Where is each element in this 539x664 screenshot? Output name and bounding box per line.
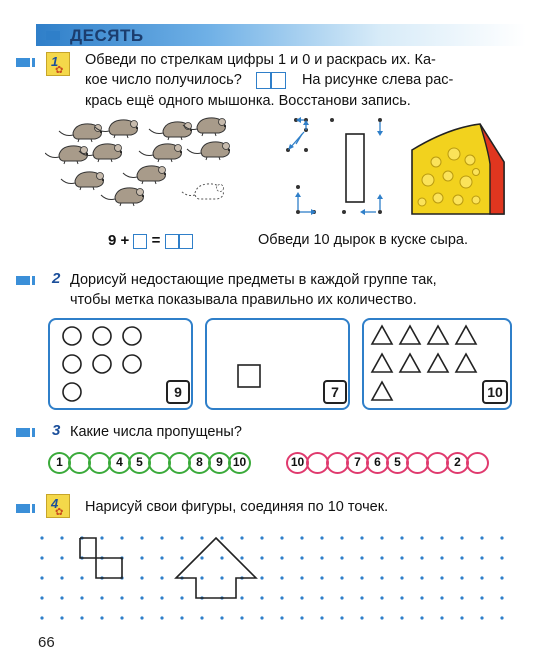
task3-bullet xyxy=(16,428,30,437)
sample-figure-arrow-shape xyxy=(176,538,256,598)
circles-group xyxy=(60,324,160,406)
grid-dot[interactable] xyxy=(420,556,423,559)
grid-dot[interactable] xyxy=(500,536,503,539)
grid-dot[interactable] xyxy=(40,596,43,599)
task1-bullet xyxy=(16,58,30,67)
grid-dot[interactable] xyxy=(80,576,83,579)
answer-box-2[interactable] xyxy=(271,72,286,89)
chain-ring: 5 xyxy=(128,452,151,474)
task1-number: 1 xyxy=(51,54,59,69)
grid-dot[interactable] xyxy=(500,576,503,579)
task1-line-2-text: кое число получилось? xyxy=(85,72,242,88)
grid-dot[interactable] xyxy=(460,576,463,579)
count-tag-squares: 7 xyxy=(323,380,347,404)
task1-line-2 xyxy=(85,70,453,91)
grid-dot[interactable] xyxy=(240,616,243,619)
grid-dot[interactable] xyxy=(480,596,483,599)
chain-ring: 8 xyxy=(188,452,211,474)
chain-ring-empty[interactable] xyxy=(466,452,489,474)
grid-dot[interactable] xyxy=(220,556,223,559)
grid-dot[interactable] xyxy=(240,596,243,599)
grid-dot[interactable] xyxy=(40,556,43,559)
circle-shape xyxy=(63,383,81,401)
grid-dot[interactable] xyxy=(260,576,263,579)
grid-dot[interactable] xyxy=(320,616,323,619)
grid-dot[interactable] xyxy=(260,596,263,599)
mice-illustration xyxy=(45,115,260,215)
grid-dot[interactable] xyxy=(260,556,263,559)
triangle-shape xyxy=(456,354,476,372)
triangle-shape xyxy=(372,326,392,344)
grid-dot[interactable] xyxy=(200,616,203,619)
grid-dot[interactable] xyxy=(340,556,343,559)
mouse-icon xyxy=(139,144,182,162)
grid-dot[interactable] xyxy=(140,536,143,539)
grid-dot[interactable] xyxy=(240,556,243,559)
circle-shape xyxy=(93,355,111,373)
task1-line-2b-text: На рисунке слева рас- xyxy=(301,72,454,88)
grid-dot[interactable] xyxy=(60,616,63,619)
grid-dot[interactable] xyxy=(220,616,223,619)
triangle-shape xyxy=(428,326,448,344)
grid-dot[interactable] xyxy=(480,576,483,579)
circle-shape xyxy=(93,327,111,345)
grid-dot[interactable] xyxy=(100,596,103,599)
grid-dot[interactable] xyxy=(360,616,363,619)
grid-dot[interactable] xyxy=(260,536,263,539)
triangle-shape xyxy=(428,354,448,372)
grid-dot[interactable] xyxy=(400,536,403,539)
mouse-icon xyxy=(149,122,192,140)
grid-dot[interactable] xyxy=(360,596,363,599)
chain-ring: 7 xyxy=(346,452,369,474)
grid-dot[interactable] xyxy=(180,616,183,619)
task2-line-1: Дорисуй недостающие предметы в каждой группе так, xyxy=(70,272,437,288)
task2-number: 2 xyxy=(52,270,61,287)
grid-dot[interactable] xyxy=(160,556,163,559)
equation-equals: = xyxy=(151,232,161,249)
sample-figure-t-shape xyxy=(80,538,122,578)
mouse-icon xyxy=(101,188,144,206)
grid-dot[interactable] xyxy=(60,576,63,579)
grid-dot[interactable] xyxy=(60,556,63,559)
grid-dot[interactable] xyxy=(100,536,103,539)
grid-dot[interactable] xyxy=(180,596,183,599)
grid-dot[interactable] xyxy=(380,536,383,539)
equation-box-1[interactable] xyxy=(133,234,147,249)
group-card-circles xyxy=(48,318,193,410)
page-title: ДЕСЯТЬ xyxy=(70,26,144,45)
grid-dot[interactable] xyxy=(140,556,143,559)
grid-dot[interactable] xyxy=(160,536,163,539)
grid-dot[interactable] xyxy=(280,596,283,599)
butterfly-icon: ✿ xyxy=(55,507,64,518)
red-number-chain xyxy=(286,452,486,474)
count-tag-circles: 9 xyxy=(166,380,190,404)
grid-dot[interactable] xyxy=(480,556,483,559)
grid-dot[interactable] xyxy=(320,556,323,559)
mouse-outline-icon xyxy=(181,184,224,199)
grid-dot[interactable] xyxy=(300,576,303,579)
grid-dot[interactable] xyxy=(480,536,483,539)
grid-dot[interactable] xyxy=(280,616,283,619)
chain-ring: 4 xyxy=(108,452,131,474)
grid-dot[interactable] xyxy=(400,596,403,599)
butterfly-icon: ✿ xyxy=(55,65,64,76)
grid-dot[interactable] xyxy=(180,536,183,539)
chain-ring: 10 xyxy=(286,452,309,474)
grid-dot[interactable] xyxy=(300,596,303,599)
page-number: 66 xyxy=(38,634,55,651)
grid-dot[interactable] xyxy=(320,576,323,579)
group-card-squares xyxy=(205,318,350,410)
grid-dot[interactable] xyxy=(140,596,143,599)
dot-grid[interactable] xyxy=(40,528,520,622)
answer-box-1[interactable] xyxy=(256,72,271,89)
grid-dot[interactable] xyxy=(440,596,443,599)
grid-dot[interactable] xyxy=(240,536,243,539)
grid-dot[interactable] xyxy=(160,576,163,579)
grid-dot[interactable] xyxy=(400,556,403,559)
grid-dot[interactable] xyxy=(200,536,203,539)
task1-line-3: крась ещё одного мышонка. Восстанови запись. xyxy=(85,93,411,109)
grid-dot[interactable] xyxy=(420,536,423,539)
grid-dot[interactable] xyxy=(480,616,483,619)
task4-text: Нарисуй свои фигуры, соединяя по 10 точек. xyxy=(85,499,389,515)
equation-box-2[interactable] xyxy=(165,234,179,249)
grid-dot[interactable] xyxy=(440,536,443,539)
triangle-shape xyxy=(400,326,420,344)
grid-dot[interactable] xyxy=(120,616,123,619)
grid-dot[interactable] xyxy=(140,616,143,619)
task4-badge xyxy=(46,494,70,518)
grid-dot[interactable] xyxy=(380,616,383,619)
grid-dot[interactable] xyxy=(500,596,503,599)
grid-dot[interactable] xyxy=(300,616,303,619)
grid-dot[interactable] xyxy=(340,576,343,579)
count-tag-triangles: 10 xyxy=(482,380,508,404)
grid-dot[interactable] xyxy=(280,536,283,539)
task1-badge xyxy=(46,52,70,76)
group-card-triangles xyxy=(362,318,512,410)
triangle-shape xyxy=(456,326,476,344)
grid-dot[interactable] xyxy=(220,576,223,579)
grid-dot[interactable] xyxy=(200,576,203,579)
grid-dot[interactable] xyxy=(80,596,83,599)
grid-dot[interactable] xyxy=(360,576,363,579)
grid-dot[interactable] xyxy=(460,596,463,599)
squares-group xyxy=(235,362,265,392)
grid-dot[interactable] xyxy=(40,536,43,539)
digits-tracing xyxy=(268,112,403,222)
cheese-illustration xyxy=(408,120,508,220)
grid-dot[interactable] xyxy=(160,596,163,599)
chain-ring: 6 xyxy=(366,452,389,474)
grid-dot[interactable] xyxy=(380,576,383,579)
task4-number: 4 xyxy=(51,496,59,511)
mouse-icon xyxy=(45,146,88,164)
green-number-chain xyxy=(48,452,248,474)
grid-dot[interactable] xyxy=(120,536,123,539)
task4-bullet xyxy=(16,504,30,513)
header-marker xyxy=(46,31,60,40)
square-shape xyxy=(238,365,260,387)
grid-dot[interactable] xyxy=(300,536,303,539)
chain-ring: 1 xyxy=(48,452,71,474)
circle-shape xyxy=(63,355,81,373)
equation xyxy=(108,230,193,251)
mouse-icon xyxy=(59,124,102,142)
grid-dot[interactable] xyxy=(500,556,503,559)
triangle-shape xyxy=(372,382,392,400)
grid-dot[interactable] xyxy=(440,556,443,559)
grid-dot[interactable] xyxy=(340,616,343,619)
task2-line-2: чтобы метка показывала правильно их количество. xyxy=(70,292,417,308)
grid-dot[interactable] xyxy=(320,596,323,599)
grid-dot[interactable] xyxy=(440,616,443,619)
grid-dot[interactable] xyxy=(420,616,423,619)
grid-dot[interactable] xyxy=(40,616,43,619)
grid-dot[interactable] xyxy=(360,536,363,539)
grid-dot[interactable] xyxy=(460,536,463,539)
chain-ring: 9 xyxy=(208,452,231,474)
triangles-group xyxy=(370,322,482,408)
mouse-icon xyxy=(123,166,166,184)
grid-dot[interactable] xyxy=(300,556,303,559)
grid-dot[interactable] xyxy=(380,596,383,599)
triangle-shape xyxy=(400,354,420,372)
grid-dot[interactable] xyxy=(420,576,423,579)
mouse-icon xyxy=(187,142,230,160)
grid-dot[interactable] xyxy=(100,616,103,619)
grid-dot[interactable] xyxy=(380,556,383,559)
grid-dot[interactable] xyxy=(400,616,403,619)
grid-dot[interactable] xyxy=(140,576,143,579)
grid-dot[interactable] xyxy=(180,556,183,559)
grid-dot[interactable] xyxy=(60,596,63,599)
grid-dot[interactable] xyxy=(440,576,443,579)
grid-dot[interactable] xyxy=(120,596,123,599)
grid-dot[interactable] xyxy=(420,596,423,599)
grid-dot[interactable] xyxy=(340,596,343,599)
grid-dot[interactable] xyxy=(400,576,403,579)
grid-dot[interactable] xyxy=(360,556,363,559)
grid-dot[interactable] xyxy=(260,616,263,619)
grid-dot[interactable] xyxy=(280,576,283,579)
equation-prefix: 9 + xyxy=(108,232,130,249)
circle-shape xyxy=(63,327,81,345)
grid-dot[interactable] xyxy=(200,556,203,559)
task3-number: 3 xyxy=(52,422,61,439)
task1-line-1: Обведи по стрелкам цифры 1 и 0 и раскрась их. Ка- xyxy=(85,52,436,68)
grid-dot[interactable] xyxy=(40,576,43,579)
chain-ring: 5 xyxy=(386,452,409,474)
chain-ring: 10 xyxy=(228,452,251,474)
cheese-caption: Обведи 10 дырок в куске сыра. xyxy=(258,232,469,248)
grid-dot[interactable] xyxy=(340,536,343,539)
grid-dot[interactable] xyxy=(460,556,463,559)
grid-dot[interactable] xyxy=(220,536,223,539)
grid-dot[interactable] xyxy=(320,536,323,539)
task2-bullet xyxy=(16,276,30,285)
grid-dot[interactable] xyxy=(60,536,63,539)
circle-shape xyxy=(123,355,141,373)
triangle-shape xyxy=(372,354,392,372)
grid-dot[interactable] xyxy=(460,616,463,619)
grid-dot[interactable] xyxy=(500,616,503,619)
mouse-icon xyxy=(61,172,104,190)
grid-dot[interactable] xyxy=(80,616,83,619)
grid-dot[interactable] xyxy=(280,556,283,559)
chain-ring: 2 xyxy=(446,452,469,474)
task3-text: Какие числа пропущены? xyxy=(70,424,242,440)
equation-box-3[interactable] xyxy=(179,234,193,249)
circle-shape xyxy=(123,327,141,345)
grid-dot[interactable] xyxy=(160,616,163,619)
